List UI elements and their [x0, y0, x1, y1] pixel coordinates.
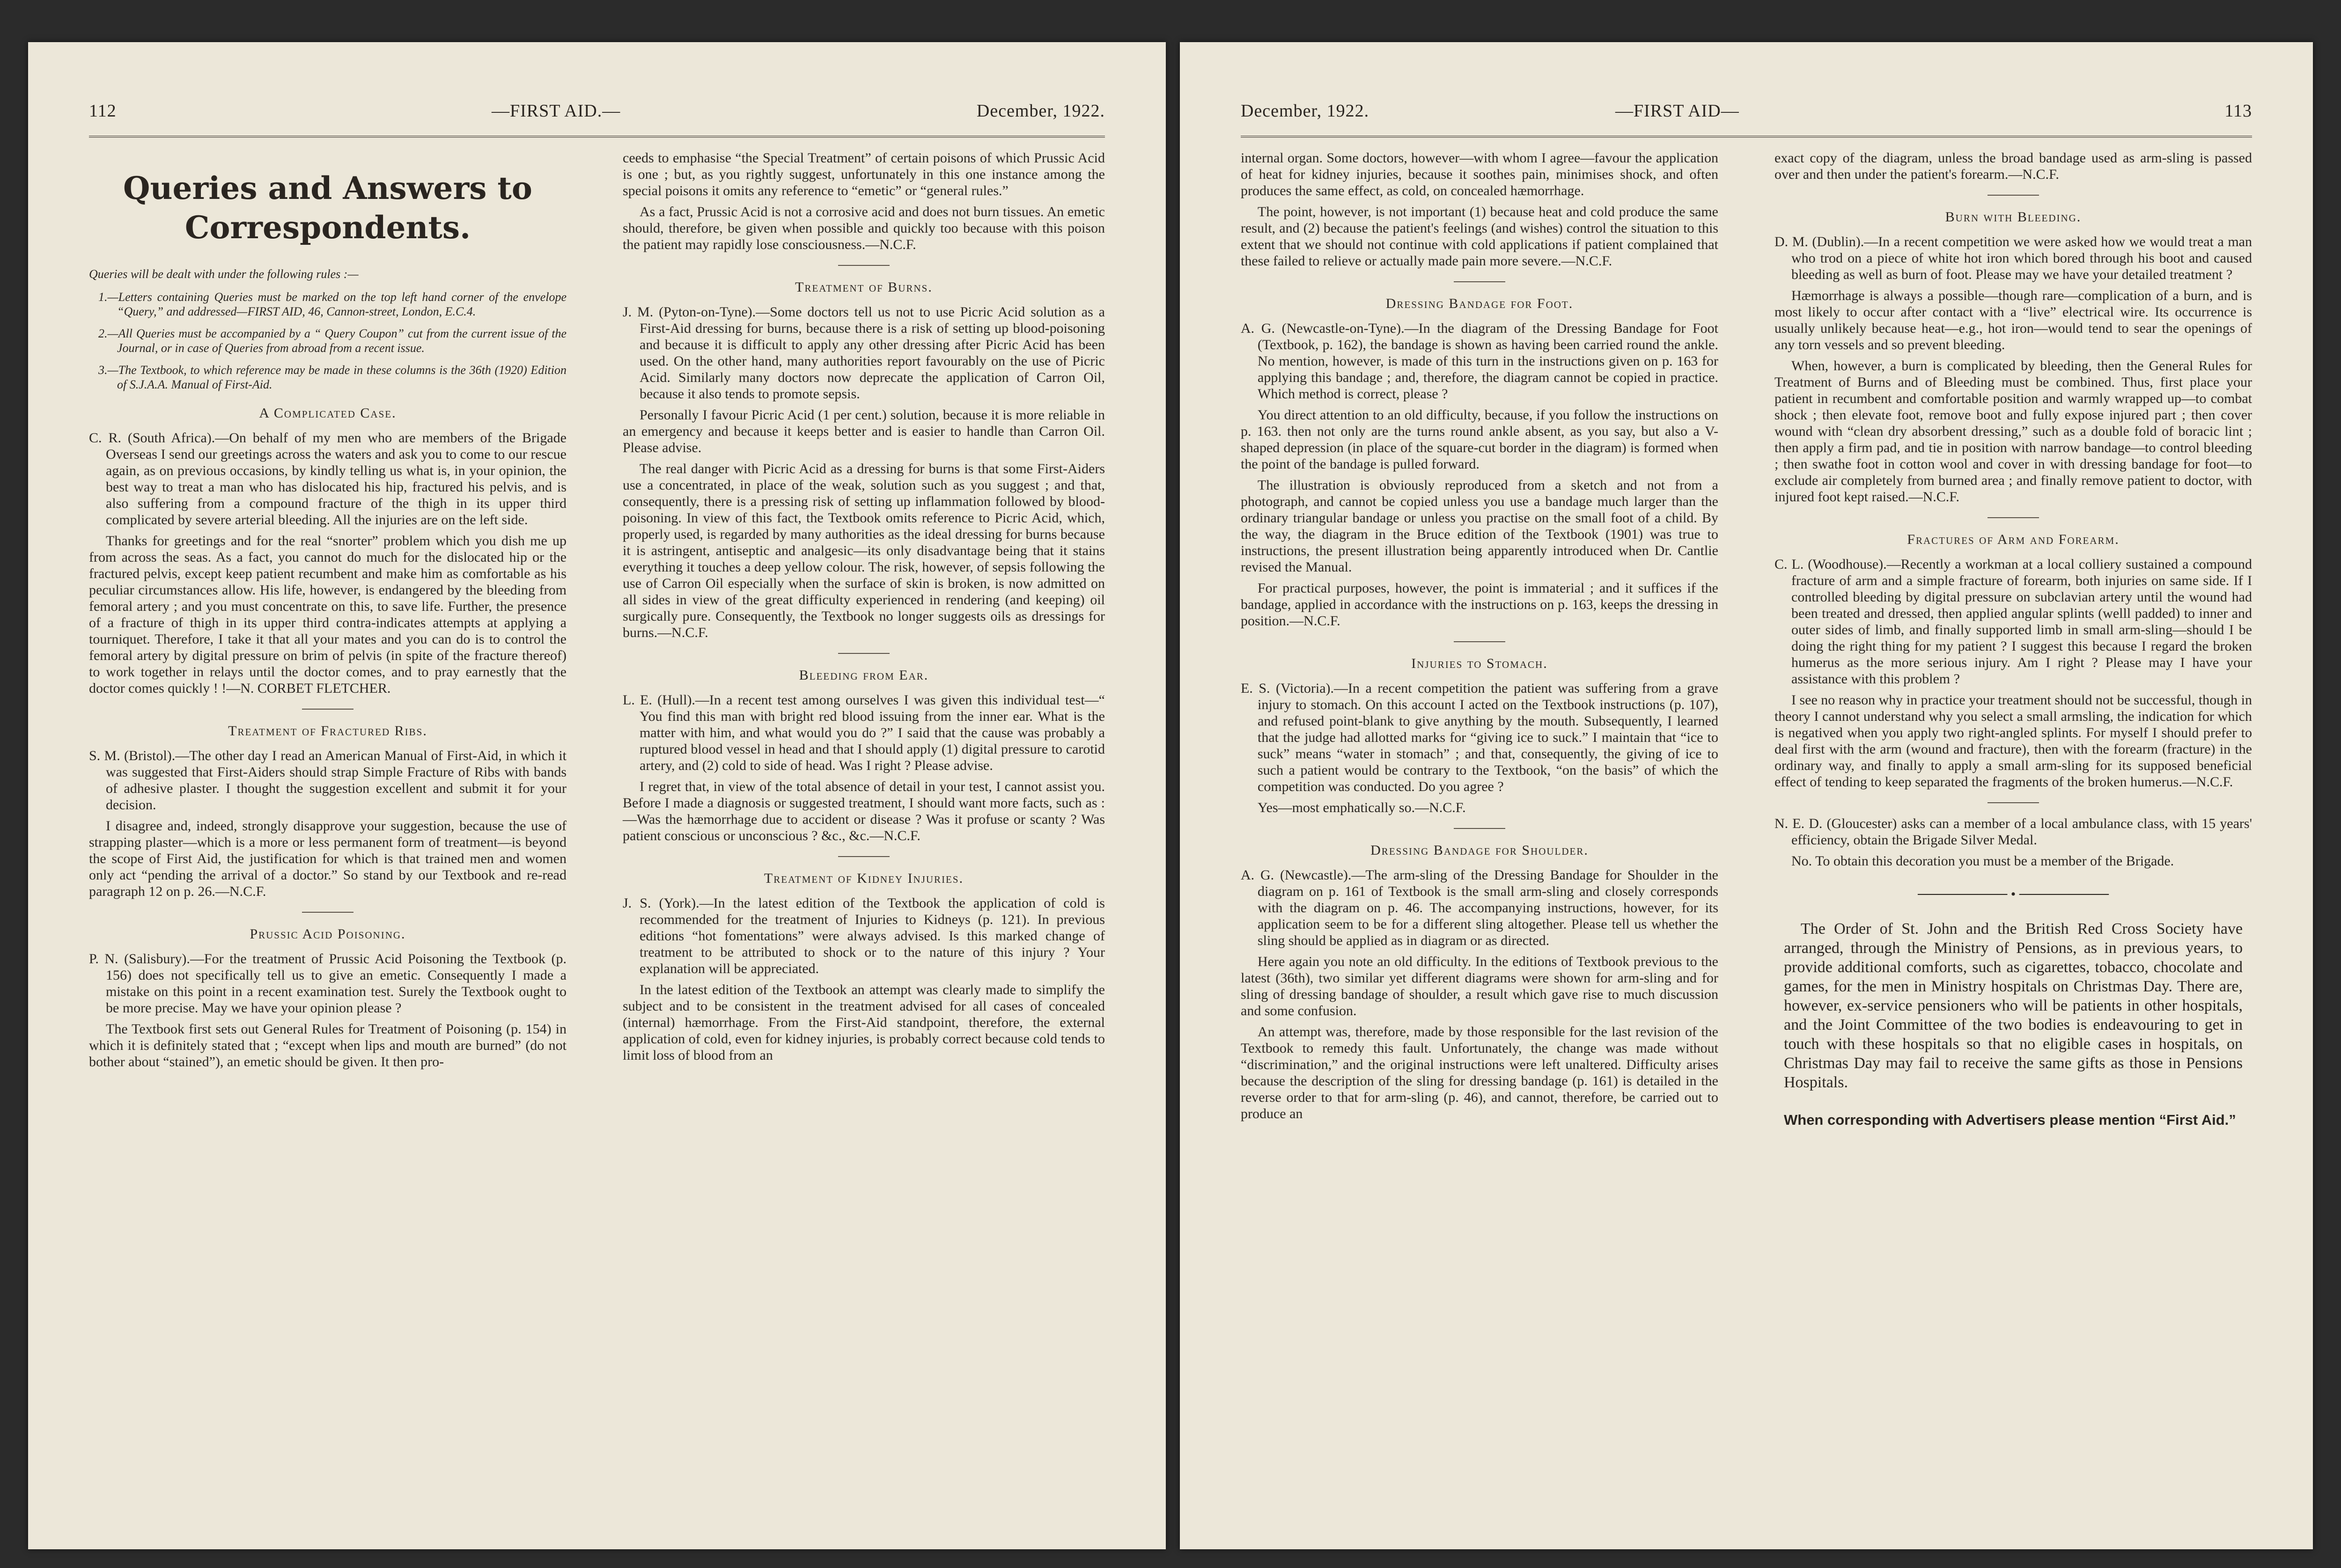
running-head-left — [89, 101, 1105, 133]
query-paragraph: N. E. D. (Gloucester) asks can a member of a local ambulance class, with 15 years' efficiency, obtain the Brigade Silver Medal. — [1774, 816, 2252, 848]
section-divider — [838, 265, 890, 266]
section-heading: A Complicated Case. — [259, 405, 397, 421]
running-head-right — [1241, 101, 2252, 133]
answer-paragraph: In the latest edition of the Textbook an attempt was clearly made to simplify the subject and to be consistent in the treatment advised for all cases of concealed (internal) hæmorrhage. From the First-Aid standpoint, therefore, the external application of cold, even for kidney injuries, is probably correct because cold tends to limit loss of blood from an — [623, 982, 1105, 1063]
answer-paragraph: No. To obtain this decoration you must be a member of the Brigade. — [1791, 853, 2174, 869]
rule-item: 1.—Letters containing Queries must be marked on the top left hand corner of the envelope “Query,” and addressed—FIRST AID, 46, Cannon-street, London, E.C.4. — [98, 290, 567, 318]
header-rule — [1241, 136, 2252, 138]
section-heading: Bleeding from Ear. — [799, 667, 929, 683]
advertiser-notice: When corresponding with Advertisers please mention “First Aid.” — [1784, 1112, 2236, 1128]
section-heading: Treatment of Burns. — [795, 279, 933, 295]
query-paragraph: P. N. (Salisbury).—For the treatment of Prussic Acid Poisoning the Textbook (p. 156) does not specifically tell us to give an emetic. Consequently I made a mistake on this point in a recent examination test. Surely the Textbook ought to be more precise. May we have your opinion please ? — [89, 951, 567, 1016]
news-paragraph: The Order of St. John and the British Red Cross Society have arranged, through the Ministry of Pensions, as in previous years, to provide additional comforts, such as cigarettes, tobacco, chocolate and games, for the men in Ministry hospitals on Christmas Day. There are, however, ex-service pensioners who will be patients in other hospitals, and the Joint Committee of the two bodies is endeavouring to get in touch with these hospitals so that no eligible cases in hospitals, on Christmas Day may fail to receive the same gifts as those in Pensions Hospitals. — [1784, 920, 2243, 1091]
rule-item: 2.—All Queries must be accompanied by a “ Query Coupon” cut from the current issue of the Journal, or in case of Queries from abroad from a recent issue. — [98, 327, 567, 355]
answer-paragraph: Hæmorrhage is always a possible—though rare—complication of a burn, and is most likely to occur after contact with a “live” electrical wire. Its occurrence is usually unlikely because heat—e.g., hot iron—would tend to sear the openings of any torn vessels and so prevent bleeding. — [1774, 288, 2252, 352]
answer-paragraph: Here again you note an old difficulty. In the editions of Textbook previous to the latest (36th), two similar yet different diagrams were shown for arm-sling and for sling of dressing bandage of shoulder, a result which gave rise to much discussion and some confusion. — [1241, 954, 1718, 1018]
answer-paragraph: exact copy of the diagram, unless the broad bandage used as arm-sling is passed over and then under the patient's forearm.—N.C.F. — [1774, 150, 2252, 182]
section-heading: Dressing Bandage for Foot. — [1385, 296, 1574, 311]
query-paragraph: D. M. (Dublin).—In a recent competition we were asked how we would treat a man who trod on a piece of white hot iron which bored through his boot and caused bleeding as well as burn of foot. Please may we have your detailed treatment ? — [1774, 234, 2252, 282]
answer-paragraph: You direct attention to an old difficulty, because, if you follow the instructions on p. 163. then not only are the turns round ankle absent, as you say, but also a V-shaped depression (in place of the square-cut border in the diagram) is formed when the point of the bandage is pulled forward. — [1241, 407, 1718, 472]
answer-paragraph: Thanks for greetings and for the real “snorter” problem which you dish me up from across the seas. As a fact, you cannot do much for the dislocated hip or the fractured pelvis, except keep patient recumbent and make him as comfortable as his peculiar circumstances allow. His life, however, is endangered by the bleeding from femoral artery ; and you must concentrate on this, to save life. Further, the presence of a fracture of thigh in its upper third contra-indicates attempts at applying a tourniquet. Therefore, I take it that all your mates and you can do is to control the femoral artery by digital pressure on brim of pelvis (in spite of the fracture thereof) to work together in relays until the doctor comes, and to pray earnestly that the doctor comes quickly ! !—N. CORBET FLETCHER. — [89, 533, 567, 696]
issue-date: December, 1922. — [1241, 101, 1369, 121]
answer-paragraph: Yes—most emphatically so.—N.C.F. — [1258, 800, 1466, 815]
section-heading: Fractures of Arm and Forearm. — [1907, 532, 2120, 547]
section-heading: Prussic Acid Poisoning. — [250, 926, 406, 942]
answer-paragraph: I see no reason why in practice your treatment should not be successful, though in theory I cannot understand why you select a small armsling, the indication for which is negatived when you apply two right-angled splints. For myself I should prefer to deal first with the arm (wound and fracture), then with the forearm (fracture) in the ordinary way, and finally to apply a small arm-sling for its supposed beneficial effect of tending to keep separated the fragments of the broken humerus.—N.C.F. — [1774, 692, 2252, 790]
query-paragraph: C. L. (Woodhouse).—Recently a workman at a local colliery sustained a compound fracture of arm and a simple fracture of forearm, both injuries on same side. If I controlled bleeding by digital pressure on subclavian artery until the wound had been treated and dressed, then applied angular splints (welll padded) to inner and outer sides of limb, and finally supported limb in small arm-sling—should I be doing the right thing for my patient ? I suggest this because I regard the broken humerus as the more serious injury. Am I right ? Please may I have your assistance with this problem ? — [1774, 557, 2252, 687]
right-page — [1180, 42, 2313, 1549]
rule-item: 3.—The Textbook, to which reference may be made in these columns is the 36th (1920) Edition of S.J.A.A. Manual of First-Aid. — [98, 363, 567, 391]
right-column-2 — [1774, 150, 2252, 1129]
answer-paragraph: The real danger with Picric Acid as a dressing for burns is that some First-Aiders use a concentrated, in place of the weak, solution such as you suggest ; and that, consequently, there is a pressing risk of setting up inflammation followed by blood-poisoning. In view of this fact, the Textbook omits reference to Picric Acid, which, properly used, is regarded by many authorities as the ideal dressing for burns because it is astringent, antiseptic and analgesic—its only disadvantage being that it stains everything it touches a deep yellow colour. The risk, however, of sepsis following the use of Carron Oil especially when the surface of skin is broken, is now admitted on all sides in view of the great difficulty experienced in rendering (and keeping) oil surgically pure. Consequently, the Textbook no longer suggests oils as dressings for burns.—N.C.F. — [623, 461, 1105, 640]
query-paragraph: E. S. (Victoria).—In a recent competition the patient was suffering from a grave injury to stomach. On this account I acted on the Textbook instructions (p. 107), and refused point-blank to give anything by the mouth. Subsequently, I learned that the judge had allotted marks for “giving ice to suck.” I maintain that “ice to suck” means “water in stomach” ; and that, consequently, the giving of ice to such a patient would be contrary to the Textbook, “on the basis” of which the competition was conducted. Do you agree ? — [1241, 681, 1718, 794]
left-page — [28, 42, 1166, 1549]
answer-paragraph: When, however, a burn is complicated by bleeding, then the General Rules for Treatment of Burns and of Bleeding must be combined. Thus, first place your patient in recumbent and comfortable position and warmly wrapped up—to combat shock ; then elevate foot, remove boot and fully expose injured part ; then cover wound with “clean dry absorbent dressing,” such as a double fold of boracic lint ; then apply a firm pad, and tie in position with narrow bandage—to control bleeding ; then swathe foot in cotton wool and cover in with dressing bandage for foot—to exclude air completely from burned area ; and finally remove patient to doctor, with injured foot kept raised.—N.C.F. — [1774, 358, 2252, 505]
answer-paragraph: An attempt was, therefore, made by those responsible for the last revision of the Textbook to remedy this fault. Unfortunately, the change was made without “discrimination,” and the original instructions were left unaltered. Difficulty arises because the description of the sling for dressing bandage (p. 161) is detailed in the reverse order to that for arm-sling (p. 46), and cannot, therefore, be carried out to produce an — [1241, 1024, 1718, 1121]
masthead: —FIRST AID— — [1615, 101, 1739, 121]
answer-paragraph: The illustration is obviously reproduced from a sketch and not from a photograph, and cannot be copied unless you use a bandage much larger than the ordinary triangular bandage or unless you practise on the small foot of a child. By the way, the diagram in the Bruce edition of the Textbook (1901) was true to instructions, the present illustration being apparently introduced when Dr. Cantlie revised the Manual. — [1241, 477, 1718, 575]
section-divider — [838, 856, 890, 857]
issue-date: December, 1922. — [976, 101, 1105, 121]
section-heading: Dressing Bandage for Shoulder. — [1370, 843, 1589, 858]
masthead: —FIRST AID.— — [492, 101, 621, 121]
section-heading: Burn with Bleeding. — [1945, 209, 2082, 225]
left-column-2 — [623, 150, 1105, 1068]
ornamental-rule: ───────── • ───────── — [1917, 887, 2109, 902]
query-paragraph: A. G. (Newcastle).—The arm-sling of the Dressing Bandage for Shoulder in the diagram on p. 161 of Textbook is the small arm-sling and closely corresponds with the diagram on p. 46. The accompanying instructions, however, for its application seem to be for a different sling altogether. Please tell us whether the sling should be applied as in diagram or as directed. — [1241, 867, 1718, 948]
answer-paragraph: As a fact, Prussic Acid is not a corrosive acid and does not burn tissues. An emetic should, therefore, be given when possible and quickly too because with this poison the patient may rapidly lose consciousness.—N.C.F. — [623, 204, 1105, 252]
answer-paragraph: I regret that, in view of the total absence of detail in your test, I cannot assist you. Before I made a diagnosis or suggested treatment, I should want more facts, such as :—Was the hæmorrhage due to accident or disease ? Was it profuse or scanty ? Was patient conscious or unconscious ? &c., &c.—N.C.F. — [623, 779, 1105, 843]
answer-paragraph: I disagree and, indeed, strongly disapprove your suggestion, because the use of strapping plaster—which is a more or less permanent form of treatment—is beyond the scope of First Aid, the justification for which is that trained men and women only act “pending the arrival of a doctor.” So stand by our Textbook and re-read paragraph 12 on p. 26.—N.C.F. — [89, 818, 567, 899]
section-divider — [1988, 802, 2039, 803]
rules-heading: Queries will be dealt with under the following rules :— — [89, 267, 359, 281]
answer-paragraph: ceeds to emphasise “the Special Treatment” of certain poisons of which Prussic Acid is one ; but, as you rightly suggest, unfortunately in this one instance among the special poisons it omits any reference to “emetic” or “general rules.” — [623, 150, 1105, 198]
answer-paragraph: For practical purposes, however, the point is immaterial ; and it suffices if the bandage, applied in accordance with the instructions on p. 163, keeps the dressing in position.—N.C.F. — [1241, 580, 1718, 629]
section-divider — [1454, 828, 1505, 829]
query-paragraph: C. R. (South Africa).—On behalf of my men who are members of the Brigade Overseas I send our greetings across the waters and ask you to come to our rescue again, as on previous occasions, by kindly telling us what is, in your opinion, the best way to treat a man who has dislocated his hip, fractured his pelvis, and is also suffering from a compound fracture of the thigh in its upper third complicated by severe arterial bleeding. All the injuries are on the left side. — [89, 430, 567, 528]
header-rule — [89, 136, 1105, 138]
answer-paragraph: internal organ. Some doctors, however—with whom I agree—favour the application of heat for kidney injuries, because it soothes pain, minimises shock, and often produces the same effect, as cold, on concealed hæmorrhage. — [1241, 150, 1718, 198]
section-heading: Treatment of Fractured Ribs. — [228, 723, 427, 739]
query-paragraph: J. M. (Pyton-on-Tyne).—Some doctors tell us not to use Picric Acid solution as a First-Aid dressing for burns, because there is a risk of setting up blood-poisoning and because it is difficult to apply any other dressing after Picric Acid has been used. On the other hand, many authorities report favourably on the use of Picric Acid. Similarly many doctors now deprecate the application of Carron Oil, because it also tends to promote sepsis. — [623, 304, 1105, 402]
right-column-1 — [1241, 150, 1718, 1127]
page-number: 113 — [2224, 101, 2252, 121]
query-paragraph: L. E. (Hull).—In a recent test among ourselves I was given this individual test—“ You find this man with bright red blood issuing from the inner ear. What is the matter with him, and what would you do ?” I said that the cause was probably a ruptured blood vessel in head and that I should apply (1) digital pressure to carotid artery, and (2) cold to side of head. Was I right ? Please advise. — [623, 692, 1105, 773]
query-paragraph: J. S. (York).—In the latest edition of the Textbook the application of cold is recommended for the treatment of Injuries to Kidneys (p. 121). In previous editions “hot fomentations” were always advised. Is this marked change of treatment to be attributed to shock or to the nature of this injury ? Your explanation will be appreciated. — [623, 895, 1105, 976]
section-divider — [302, 912, 353, 913]
page-number: 112 — [89, 101, 117, 121]
query-paragraph: Personally I favour Picric Acid (1 per cent.) solution, because it is more reliable in an emergency and because it keeps better and is easier to handle than Carron Oil. Please advise. — [623, 407, 1105, 455]
section-divider — [1454, 641, 1505, 642]
query-paragraph: A. G. (Newcastle-on-Tyne).—In the diagram of the Dressing Bandage for Foot (Textbook, p. 162), the bandage is shown as having been carried round the ankle. No mention, however, is made of this turn in the instructions given on p. 163 for applying this bandage ; and, therefore, the diagram cannot be copied in practice. Which method is correct, please ? — [1241, 321, 1718, 402]
section-divider — [1988, 195, 2039, 196]
query-paragraph: S. M. (Bristol).—The other day I read an American Manual of First-Aid, in which it was suggested that First-Aiders should strap Simple Fracture of Ribs with bands of adhesive plaster. I thought the suggestion excellent and submit it for your decision. — [89, 748, 567, 813]
left-column-1 — [89, 150, 567, 1075]
section-divider — [1454, 281, 1505, 282]
section-heading: Treatment of Kidney Injuries. — [764, 871, 964, 886]
section-divider — [302, 709, 353, 710]
section-divider — [838, 653, 890, 654]
feature-title: Queries and Answers to Correspondents. — [123, 170, 532, 246]
section-divider — [1988, 517, 2039, 518]
answer-paragraph: The Textbook first sets out General Rules for Treatment of Poisoning (p. 154) in which it is definitely stated that ; “except when lips and mouth are burned” (do not bother about “stained”), an emetic should be given. It then pro- — [89, 1021, 567, 1070]
section-heading: Injuries to Stomach. — [1411, 656, 1548, 671]
answer-paragraph: The point, however, is not important (1) because heat and cold produce the same result, and (2) because the patient's feelings (and wishes) control the situation to this extent that we should not continue with cold applications if patient complained that these failed to relieve or actually made pain more severe.—N.C.F. — [1241, 204, 1718, 269]
